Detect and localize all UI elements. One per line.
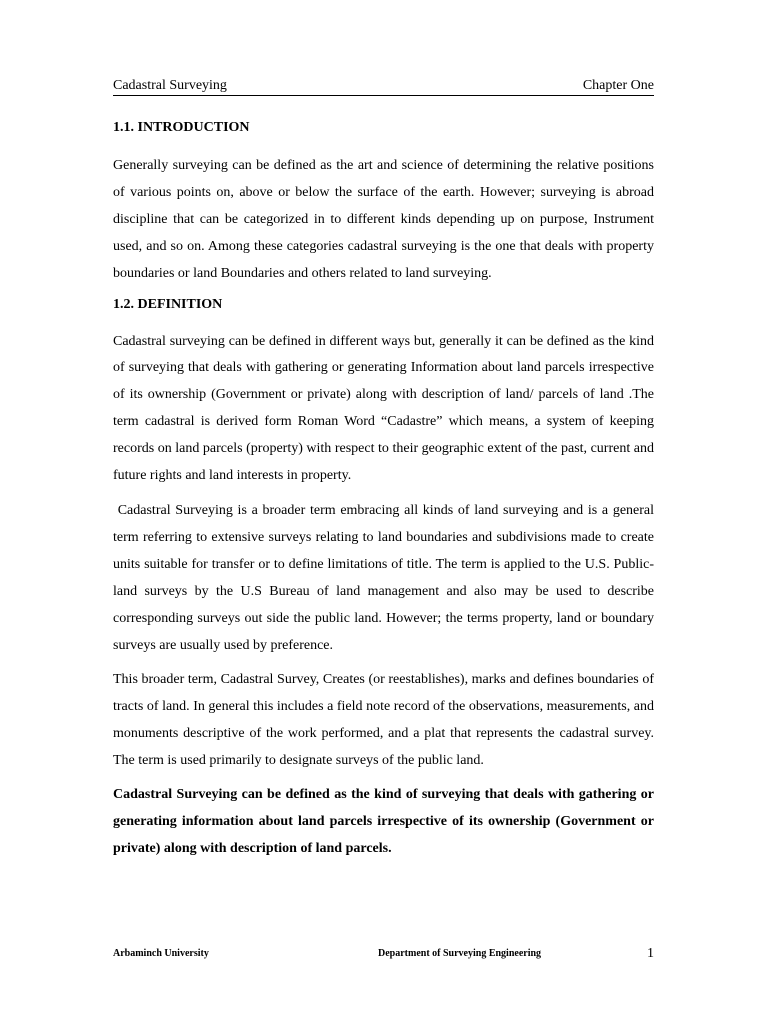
paragraph-introduction: Generally surveying can be defined as the art and science of determining the relative positions of various points on, above or below the surface of the earth. However; surveying is abroad discipline that can be categorized in to different kinds depending up on purpose, Instrument used, and so on. Among these categories cadastral surveying is the one that deals with property boundaries or land Boundaries and others related to land surveying. xyxy=(113,158,654,281)
page-number: 1 xyxy=(647,946,654,961)
paragraph-definition-bold: Cadastral Surveying can be defined as the kind of surveying that deals with gathering or generating information about land parcels irrespective of its ownership (Government or private) along with description of land parcels. xyxy=(113,787,654,856)
page-footer xyxy=(113,946,654,966)
document-body xyxy=(113,118,658,863)
header-chapter: Chapter One xyxy=(582,78,654,93)
footer-department: Department of Surveying Engineering xyxy=(378,948,542,959)
paragraph-definition-2: Cadastral Surveying is a broader term embracing all kinds of land surveying and is a general term referring to extensive surveys relating to land boundaries and subdivisions made to create units suitable for transfer or to define limitations of title. The term is applied to the U.S. Public- land surveys by the U.S Bureau of land management and also may be used to describe corresponding surveys out side the public land. However; the terms property, land or boundary surveys are usually used by preference. xyxy=(113,502,658,653)
section-heading-introduction: 1.1. INTRODUCTION xyxy=(113,120,250,135)
running-header xyxy=(113,77,654,96)
section-heading-definition: 1.2. DEFINITION xyxy=(113,296,223,312)
footer-university: Arbaminch University xyxy=(113,948,209,959)
paragraph-definition-1: Cadastral surveying can be defined in different ways but, generally it can be defined as the kind of surveying that deals with gathering or generating Information about land parcels irrespective of its ownership (Government or private) along with description of land/ parcels of land .The term cadastral is derived form Roman Word “Cadastre” which means, a system of keeping records on land parcels (property) with respect to their geographic extent of the past, current and future rights and land interests in property. xyxy=(113,333,654,484)
header-title: Cadastral Surveying xyxy=(113,78,227,93)
paragraph-definition-3: This broader term, Cadastral Survey, Creates (or reestablishes), marks and defines boundaries of tracts of land. In general this includes a field note record of the observations, measurements, and monuments descriptive of the work performed, and a plat that represents the cadastral survey. The term is used primarily to designate surveys of the public land. xyxy=(113,672,654,769)
